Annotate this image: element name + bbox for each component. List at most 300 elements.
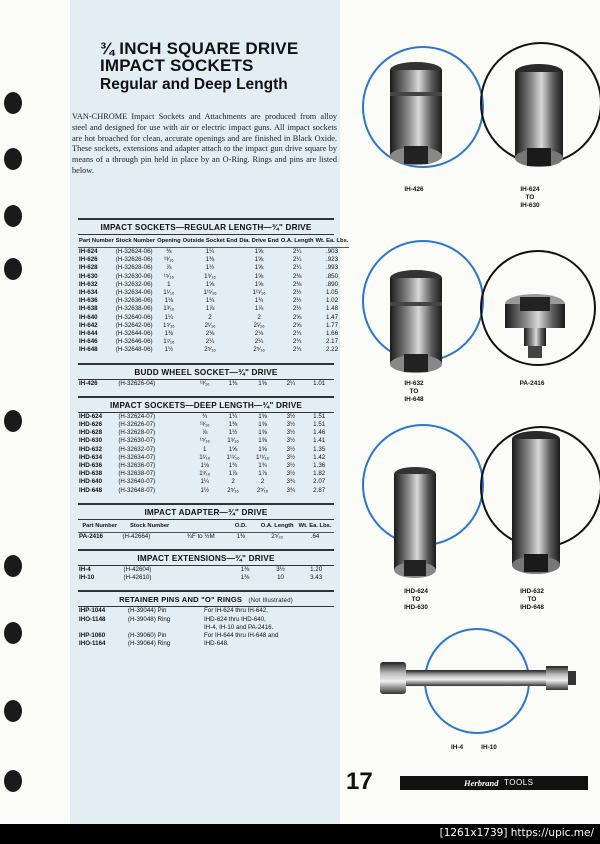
table-cell: (H-32648-07) — [118, 486, 156, 494]
specs-tables — [78, 210, 349, 649]
table-cell: 1¹¹⁄₁₆ — [255, 453, 270, 461]
table-cell: 2¼ — [292, 264, 302, 272]
ih426-caption: IH-426 — [404, 186, 424, 193]
brand-label: TOOLS — [504, 778, 534, 787]
table-cell: 2⁵⁄₁₆ — [204, 346, 216, 354]
table-row — [78, 478, 334, 486]
table-cell: 2⅜ — [292, 280, 302, 288]
table-cell: 2¼ — [292, 256, 302, 264]
table-cell: IHD-626 — [79, 421, 103, 429]
table-cell: ⅞ — [202, 429, 208, 437]
col-header: O.A. Length — [280, 235, 315, 248]
table-cell: 1⅝ — [254, 248, 264, 255]
table-cell: 2 — [208, 313, 212, 321]
ih632-caption — [394, 380, 434, 404]
binder-hole — [4, 770, 22, 792]
table-cell: (H-32626-04) — [118, 379, 156, 387]
table-cell: .64 — [310, 532, 320, 540]
table-row — [78, 273, 349, 281]
table-cell: 2¾ — [292, 330, 302, 338]
table-cell: 1⅜ — [228, 379, 238, 387]
deep-table — [78, 413, 334, 495]
ihd632-socket-image — [508, 430, 564, 578]
table-cell: IH-630 — [79, 272, 98, 280]
table-cell: 1⅝ — [258, 379, 267, 387]
col-header: Outside Socket End — [182, 235, 239, 248]
table-cell: 2⁵⁄₁₆ — [253, 346, 265, 354]
ih632-socket-image — [386, 268, 446, 380]
table-cell: 1¹⁄₁₆ — [163, 289, 175, 297]
table-cell: 1¼ — [228, 412, 238, 420]
table-cell: 2⅝ — [292, 313, 302, 321]
table-cell: (H-32628-07) — [118, 429, 156, 437]
table-cell: (H-32628-06) — [115, 264, 153, 272]
table-cell: 1.47 — [325, 313, 339, 321]
table-cell: IHO-1164 — [79, 640, 106, 648]
table-cell: 1⅜ — [228, 421, 238, 429]
pa2416-adapter-image — [500, 292, 570, 362]
table-cell: IH-646 — [79, 338, 98, 346]
table-cell: (H-42610) — [123, 574, 152, 582]
table-cell: 3½ — [286, 445, 296, 453]
table-cell: 2¹⁄₁₆ — [204, 321, 216, 329]
table-row — [78, 413, 334, 421]
header-line-3: Regular and Deep Length — [100, 76, 288, 93]
extensions-table-title: IMPACT EXTENSIONS—¾" DRIVE — [78, 549, 334, 566]
table-cell: 1¹⁄₁₆ — [199, 453, 211, 461]
table-cell: IHD-640 — [79, 478, 103, 486]
table-cell: 1⅜ — [205, 256, 215, 264]
table-cell: 1.42 — [313, 453, 326, 461]
table-cell: ⅞ — [166, 264, 172, 272]
table-cell: 1.35 — [313, 445, 326, 453]
table-cell: 3½ — [286, 462, 296, 470]
table-cell — [180, 574, 227, 582]
table-cell: 2¼ — [292, 248, 302, 255]
table-cell: IH-4 — [79, 566, 91, 574]
table-cell: .850 — [325, 272, 339, 280]
table-cell — [127, 624, 203, 632]
table-cell: 1¾ — [258, 462, 267, 470]
table-cell: (H-32624-06) — [115, 248, 153, 255]
table-cell: IH-644 — [79, 330, 98, 338]
table-cell: 1³⁄₁₆ — [199, 470, 211, 478]
table-cell: 1.48 — [325, 305, 339, 313]
table-cell: .903 — [325, 248, 339, 255]
table-cell: 1⅝ — [254, 272, 264, 280]
table-cell — [180, 566, 227, 574]
table-cell: IH-426 — [79, 379, 98, 387]
table-cell: 2¼ — [286, 379, 296, 387]
table-cell: 1⅞ — [228, 470, 238, 478]
table-cell: ¹³⁄₁₆ — [163, 256, 174, 264]
table-row — [78, 632, 334, 640]
table-row — [78, 446, 334, 454]
table-cell: 1⅛ — [164, 297, 174, 305]
retainer-note: (Not Illustrated) — [248, 598, 293, 605]
table-cell: 1⅝ — [258, 412, 267, 420]
table-cell: (H-32636-06) — [115, 297, 153, 305]
table-cell: IHD-648 — [79, 486, 103, 494]
table-cell: (H-32640-07) — [118, 478, 156, 486]
ih10-caption: IH-10 — [481, 744, 497, 751]
budd-table-title: BUDD WHEEL SOCKET—¾" DRIVE — [78, 363, 334, 380]
page-number: 17 — [346, 768, 373, 795]
table-cell: 2.17 — [325, 338, 339, 346]
table-row — [78, 281, 349, 289]
table-cell: 1¾ — [205, 297, 215, 305]
table-row — [78, 462, 334, 470]
binder-hole — [4, 205, 22, 227]
table-cell: IH-642 — [79, 321, 98, 329]
table-cell: 1½ — [164, 346, 174, 354]
table-cell: 1⅞ — [258, 470, 267, 478]
brand-bar — [400, 776, 588, 790]
col-header: Stock Number — [115, 235, 156, 248]
table-cell: (H-32640-06) — [115, 313, 153, 321]
table-cell: IH-638 — [79, 305, 98, 313]
col-header — [178, 520, 224, 533]
table-cell — [78, 624, 127, 632]
table-cell: (H-32632-06) — [115, 280, 153, 288]
table-cell: (H-32632-07) — [118, 445, 156, 453]
table-cell: 2⅛ — [254, 330, 264, 338]
table-cell: (H-32648-06) — [115, 346, 153, 354]
table-cell: 1³⁄₁₆ — [163, 305, 175, 313]
table-row — [78, 346, 349, 354]
table-cell: 1⅜ — [240, 574, 250, 582]
col-header: Part Number — [78, 235, 115, 248]
table-cell: 1⅞ — [205, 305, 215, 313]
table-cell: (H-32644-06) — [115, 330, 153, 338]
table-row — [78, 380, 334, 388]
table-cell: 1.02 — [325, 297, 339, 305]
caption-line: TO — [409, 388, 419, 395]
table-cell: 2⁵⁄₃₂ — [271, 532, 284, 540]
table-cell: IH-624 — [79, 248, 98, 255]
table-cell: 2½ — [292, 289, 302, 297]
table-cell: 1⅝ — [228, 445, 238, 453]
table-cell: 1.41 — [313, 437, 326, 445]
table-cell: 1⅝ — [254, 256, 264, 264]
table-row — [78, 470, 334, 478]
table-cell: IHD-630 — [79, 437, 103, 445]
table-cell: (H-42604) — [123, 566, 152, 574]
image-source-footer — [0, 824, 600, 844]
table-cell: IH-634 — [79, 289, 98, 297]
table-cell: 1.66 — [325, 330, 339, 338]
table-cell: IH-648 — [79, 346, 98, 354]
table-row — [78, 314, 349, 322]
table-cell: 1¹¹⁄₁₆ — [252, 289, 266, 297]
table-cell: IH-626 — [79, 256, 98, 264]
illustrations-column — [340, 0, 600, 824]
table-cell: (H-39060) Pin — [127, 632, 167, 640]
table-row — [78, 437, 334, 445]
table-cell: 1⅝ — [258, 437, 267, 445]
table-row — [78, 297, 349, 305]
table-row — [78, 454, 334, 462]
retainer-table-title — [78, 590, 334, 607]
table-cell: 2⁵⁄₁₆ — [227, 486, 239, 494]
table-cell: (H-32636-07) — [118, 462, 156, 470]
table-cell: IHD-632 — [79, 445, 103, 453]
table-cell: 1⅝ — [258, 445, 267, 453]
table-cell: 1¼ — [205, 248, 215, 255]
table-cell: ¾F to ½M — [186, 532, 215, 540]
ihd624-caption — [394, 588, 438, 612]
table-cell: 2.07 — [313, 478, 326, 486]
table-cell: 1⅛ — [200, 462, 210, 470]
table-cell: 1½ — [200, 486, 210, 494]
table-cell: 1.05 — [325, 289, 339, 297]
col-header: Opening — [156, 235, 182, 248]
table-cell: 1¹¹⁄₁₆ — [226, 453, 240, 461]
table-cell: 1.82 — [313, 470, 326, 478]
table-cell: 2¾ — [292, 338, 302, 346]
extension-image — [380, 656, 576, 700]
table-cell: 2¾ — [292, 346, 302, 354]
header-line-2: IMPACT SOCKETS — [100, 56, 254, 75]
table-cell: IH-640 — [79, 313, 98, 321]
ihd624-socket-image — [390, 466, 440, 582]
table-cell: For IH-644 thru IH-648 and — [203, 632, 279, 640]
table-cell: 3½ — [286, 470, 296, 478]
table-cell: 1⅞ — [254, 305, 264, 313]
table-cell: 3½ — [286, 421, 296, 429]
table-cell: 10 — [277, 574, 284, 582]
table-row — [78, 532, 334, 541]
table-cell: (H-32638-06) — [115, 305, 153, 313]
table-row — [78, 487, 334, 495]
table-cell: ¹⁵⁄₁₆ — [163, 272, 174, 280]
regular-table — [78, 235, 349, 355]
table-row — [78, 421, 334, 429]
binder-hole — [4, 410, 22, 432]
binder-hole — [4, 258, 22, 280]
table-cell: IHD-624 thru IHD-640, — [203, 615, 266, 623]
table-cell: IHP-1044 — [79, 607, 106, 615]
table-row — [78, 607, 334, 615]
caption-line: IH-624 — [520, 186, 540, 193]
extensions-table — [78, 566, 334, 582]
regular-table-title: IMPACT SOCKETS—REGULAR LENGTH—¾" DRIVE — [78, 218, 334, 235]
table-cell: (H-39048) Ring — [127, 615, 171, 623]
table-cell: 3½ — [286, 453, 296, 461]
table-cell: IHD-636 — [79, 462, 103, 470]
table-cell: .890 — [325, 280, 339, 288]
table-cell: IHD-624 — [79, 412, 103, 420]
table-cell: IH-4, IH-10 and PA-2416. — [203, 623, 274, 631]
binder-hole — [4, 622, 22, 644]
retainer-table — [78, 607, 334, 648]
table-cell: 3½ — [276, 566, 285, 574]
table-cell: 2½ — [292, 297, 302, 305]
table-row — [78, 330, 349, 338]
caption-line: IH-630 — [520, 202, 540, 209]
table-cell: 2⅜ — [292, 272, 302, 280]
table-row — [78, 640, 334, 648]
budd-table-body — [78, 380, 334, 388]
ih624-caption — [510, 186, 550, 210]
deep-table-title: IMPACT SOCKETS—DEEP LENGTH—¾" DRIVE — [78, 396, 334, 413]
table-cell: (H-32646-06) — [115, 338, 153, 346]
table-cell: (H-32630-07) — [118, 437, 156, 445]
table-cell: (H-32626-06) — [115, 256, 153, 264]
table-row — [78, 624, 334, 632]
table-cell: (H-32626-07) — [118, 421, 156, 429]
adapter-table-body — [78, 532, 334, 541]
caption-line: IHD-632 — [520, 588, 544, 595]
table-cell: For IH-624 thru IH-642, — [203, 607, 268, 615]
table-cell: 1¹¹⁄₁₆ — [203, 289, 217, 297]
table-cell: 1 — [167, 280, 171, 288]
table-cell: 3¾ — [286, 478, 296, 486]
table-cell: 2½ — [292, 305, 302, 313]
caption-line: IHD-630 — [404, 604, 428, 611]
table-row — [78, 338, 349, 346]
binder-hole — [4, 555, 22, 577]
table-cell: 1⅜ — [240, 566, 250, 574]
page-header — [100, 40, 340, 94]
table-cell: 3½ — [286, 437, 296, 445]
header-line-1: ¾ INCH SQUARE DRIVE — [100, 39, 299, 58]
budd-table — [78, 380, 334, 388]
table-cell: PA-2416 — [79, 532, 103, 540]
table-cell: 1⅜ — [236, 532, 246, 540]
table-cell: .923 — [325, 256, 339, 264]
table-cell: 2⅝ — [292, 321, 302, 329]
table-cell: (H-32634-07) — [118, 453, 156, 461]
table-cell: (H-32634-06) — [115, 289, 153, 297]
table-cell: 3¾ — [286, 486, 296, 494]
table-cell: 1.20 — [310, 566, 323, 574]
caption-line: TO — [527, 596, 537, 603]
caption-line: TO — [525, 194, 535, 201]
table-cell: IHD-628 — [79, 429, 103, 437]
table-row — [78, 429, 334, 437]
intro-paragraph: VAN-CHROME Impact Sockets and Attachments are produced from alloy steel and designed for use with air or electric impact guns. All impact sockets are hot broached for clean, accurate openings and are finished in Black Oxide. These sockets, extensions and adapter attach to the impact gun drive square by means of a through pin held in place by an O-Ring. Rings and pins are listed below. — [72, 112, 337, 175]
table-cell: IHP-1060 — [79, 632, 106, 640]
table-cell: 1.51 — [313, 412, 326, 420]
table-cell: 3½ — [286, 412, 296, 420]
adapter-table — [78, 520, 334, 541]
table-cell: IHD-638 — [79, 470, 103, 478]
pa2416-caption: PA-2416 — [519, 380, 545, 387]
binder-hole — [4, 700, 22, 722]
table-row — [78, 248, 349, 257]
table-cell: 2¹⁄₁₆ — [253, 321, 265, 329]
table-cell: 1⅝ — [205, 280, 215, 288]
table-cell: (H-32642-06) — [115, 321, 153, 329]
table-cell: 1⁵⁄₁₆ — [163, 321, 175, 329]
table-cell: 2.87 — [313, 486, 326, 494]
table-cell: 1⁷⁄₁₆ — [163, 338, 175, 346]
table-cell: IH-10 — [79, 574, 95, 582]
table-cell: IHD-634 — [79, 453, 103, 461]
table-row — [78, 264, 349, 272]
col-header: Part Number — [78, 520, 121, 533]
table-cell: 1.01 — [313, 379, 326, 387]
extensions-table-body — [78, 566, 334, 582]
col-header: Wt. Ea. Lbs. — [296, 520, 334, 533]
table-cell: 3.43 — [310, 574, 323, 582]
table-cell: 1¾ — [254, 297, 264, 305]
table-cell: 1 — [203, 445, 207, 453]
table-cell: (H-32638-07) — [118, 470, 156, 478]
table-cell: IHO-1148 — [79, 615, 106, 623]
table-cell: 1.46 — [313, 429, 326, 437]
table-cell: 1½ — [228, 429, 238, 437]
caption-line: IHD-624 — [404, 588, 428, 595]
caption-line: IHD-648 — [520, 604, 544, 611]
table-cell: 1⅝ — [258, 429, 267, 437]
ih426-socket-image — [386, 60, 446, 172]
table-cell: 2¼ — [205, 338, 215, 346]
table-cell: 3½ — [286, 429, 296, 437]
table-row — [78, 305, 349, 313]
table-cell: ¾ — [202, 412, 208, 420]
caption-line: IH-632 — [404, 380, 424, 387]
table-cell: 1⁹⁄₁₆ — [204, 272, 216, 280]
table-cell: ¹³⁄₁₆ — [199, 421, 210, 429]
col-header: Wt. Ea. Lbs. — [315, 235, 350, 248]
table-row — [78, 289, 349, 297]
table-cell: 2⅛ — [205, 330, 215, 338]
table-cell: (H-32624-07) — [118, 412, 156, 420]
table-row — [78, 322, 349, 330]
binding-margin — [0, 0, 70, 824]
binder-hole — [4, 148, 22, 170]
table-cell: 1⅝ — [254, 280, 264, 288]
table-cell: ⅜ — [166, 248, 172, 255]
table-cell: 1.77 — [325, 321, 339, 329]
table-cell: .993 — [325, 264, 339, 272]
col-header: Dia. Drive End — [238, 235, 279, 248]
caption-line: TO — [411, 596, 421, 603]
table-cell: 2 — [260, 478, 265, 486]
retainer-title-text: RETAINER PINS AND "O" RINGS — [119, 595, 243, 605]
table-row — [78, 574, 334, 582]
table-cell: 2 — [257, 313, 261, 321]
table-row — [78, 256, 349, 264]
table-cell: 1¼ — [200, 478, 210, 486]
table-cell: 1⁹⁄₁₆ — [227, 437, 239, 445]
table-row — [78, 566, 334, 574]
deep-table-body — [78, 413, 334, 495]
table-cell: (H-39044) Pin — [127, 607, 167, 615]
table-cell: ¹⁵⁄₁₆ — [199, 437, 210, 445]
binder-hole — [4, 92, 22, 114]
ih624-socket-image — [510, 62, 568, 174]
table-cell: IH-628 — [79, 264, 98, 272]
table-cell: IH-636 — [79, 297, 98, 305]
table-cell: 1¾ — [228, 462, 238, 470]
footer-text: [1261x1739] https://upic.me/ — [439, 827, 594, 839]
table-row — [78, 616, 334, 624]
table-cell: 1.51 — [313, 421, 326, 429]
col-header: O.A. Length — [258, 520, 296, 533]
table-cell: 1⅝ — [254, 264, 264, 272]
col-header: O.D. — [224, 520, 259, 533]
brand-logo: Herbrand — [464, 778, 499, 788]
table-cell: 1.36 — [313, 462, 326, 470]
adapter-table-title: IMPACT ADAPTER—¾" DRIVE — [78, 503, 334, 520]
caption-line: IH-648 — [404, 396, 424, 403]
table-cell: (H-42664) — [122, 532, 151, 540]
ihd632-caption — [510, 588, 554, 612]
table-cell: IHD-648. — [203, 640, 229, 648]
